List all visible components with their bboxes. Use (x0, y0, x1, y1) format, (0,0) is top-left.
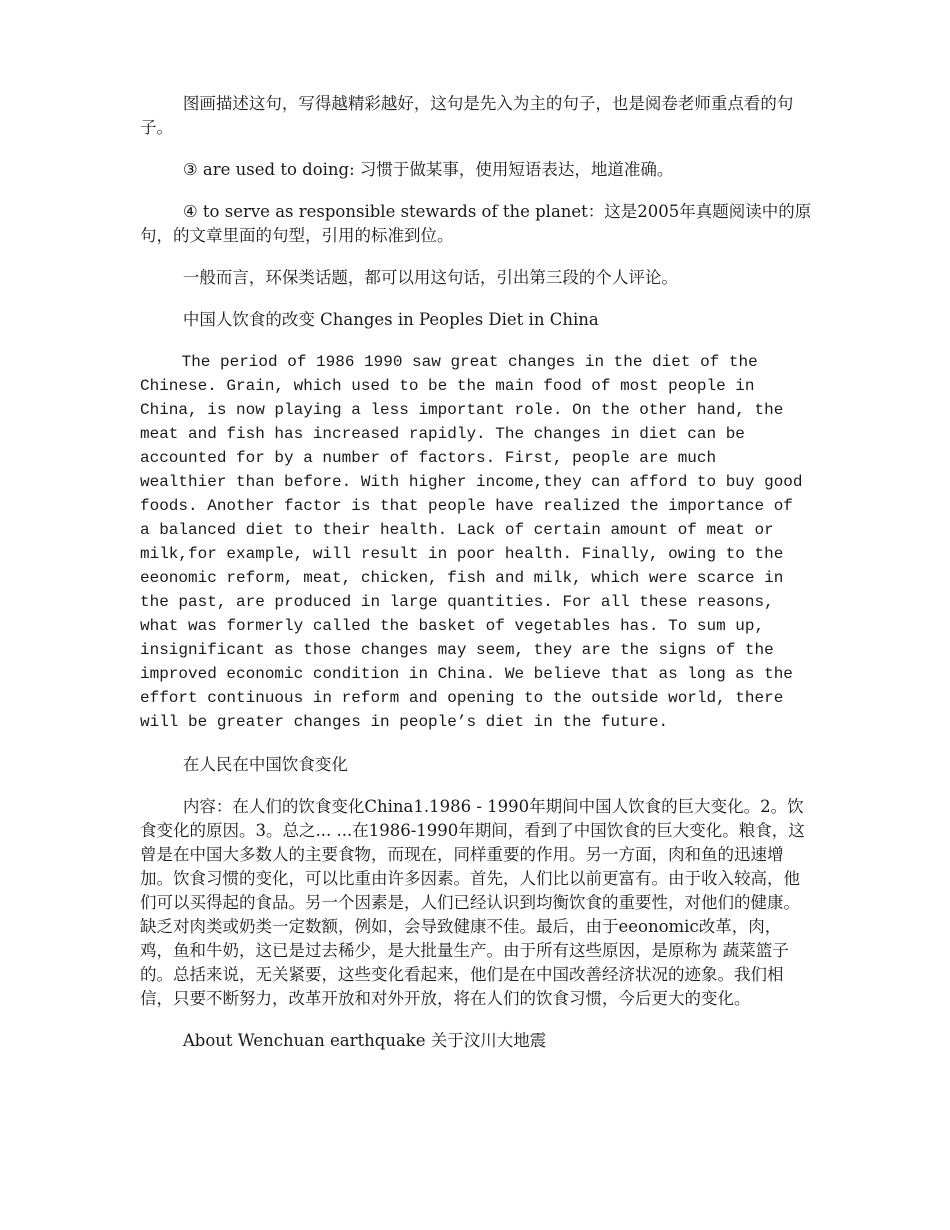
paragraph-chinese-translation: 内容：在人们的饮食变化China1.1986 - 1990年期间中国人饮食的巨大变化。2。饮食变化的原因。3。总之... ...在1986-1990年期间，看到了中国饮食的巨大变化。粮食，这曾是在中国大多数人的主要食物，而现在，同样重要的作用。另一方面，肉和鱼的迅速增加。饮食习惯的变化，可以比重由许多因素。首先，人们比以前更富有。由于收入较高，他们可以买得起的食品。另一个因素是，人们已经认识到均衡饮食的重要性，对他们的健康。缺乏对肉类或奶类一定数额，例如，会导致健康不佳。最后，由于eeonomic改革，肉，鸡，鱼和牛奶，这已是过去稀少，是大批量生产。由于所有这些原因，是原称为 蔬菜篮子 的。总括来说，无关紧要，这些变化看起来，他们是在中国改善经济状况的迹象。我们相信，只要不断努力，改革开放和对外开放，将在人们的饮食习惯，今后更大的变化。 (140, 797, 805, 1008)
paragraph-stewards-of-planet: ④ to serve as responsible stewards of the planet：这是2005年真题阅读中的原句，的文章里面的句型，引用的标准到位。 (140, 202, 812, 245)
paragraph-picture-description: 图画描述这句，写得越精彩越好，这句是先入为主的句子，也是阅卷老师重点看的句子。 (140, 94, 794, 137)
paragraph-english-essay: The period of 1986 1990 saw great changes in the diet of the Chinese. Grain, which used to be the main food of most people in China, is now playing a less important role. On the other hand, the meat and fish has increased rapidly. The changes in diet can be accounted for by a number of factors. First, people are much wealthier than before. With higher income,they can afford to buy good foods. Another factor is that people have realized the importance of a balanced diet to their health. Lack of certain amount of meat or milk,for example, will result in poor health. Finally, owing to the eeonomic reform, meat, chicken, fish and milk, which were scarce in the past, are produced in large quantities. For all these reasons, what was formerly called the basket of vegetables has. To sum up, insignificant as those changes may seem, they are the signs of the improved economic condition in China. We believe that as long as the effort continuous in reform and opening to the outside world, there will be greater changes in people’s diet in the future. (140, 353, 803, 731)
paragraph-environment-topic-note: 一般而言，环保类话题，都可以用这句话，引出第三段的个人评论。 (182, 268, 678, 287)
paragraph-are-used-to-doing: ③ are used to doing: 习惯于做某事，使用短语表达，地道准确。 (182, 160, 674, 179)
heading-diet-changes: 中国人饮食的改变 Changes in Peoples Diet in China (182, 310, 599, 329)
heading-wenchuan-earthquake: About Wenchuan earthquake 关于汶川大地震 (182, 1031, 547, 1050)
document-page (140, 92, 812, 1053)
heading-chinese-diet-changes: 在人民在中国饮食变化 (182, 755, 348, 774)
